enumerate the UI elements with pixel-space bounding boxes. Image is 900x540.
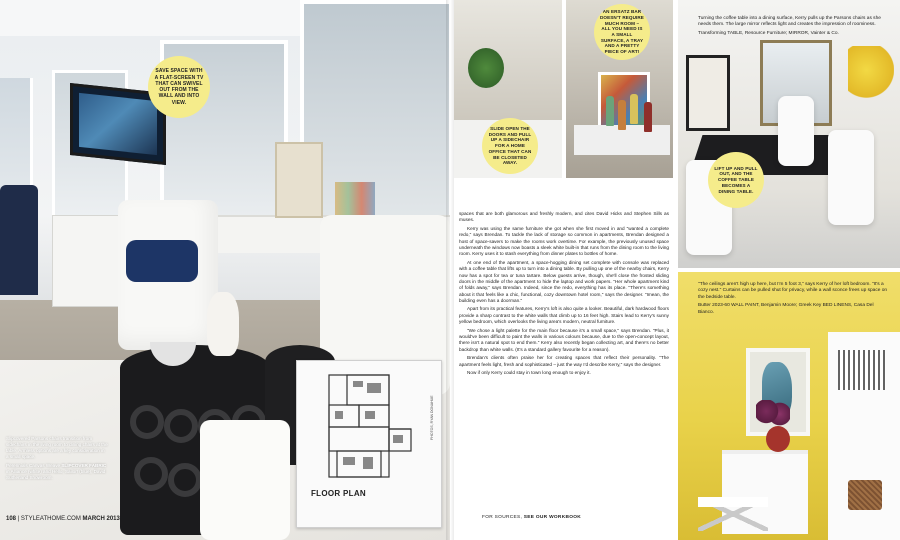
dining-caption [698,16,893,39]
bottle [606,96,614,126]
paragraph: "We chose a light palette for the main floor because it's a small space," says Brendan. "Plus, it would've been difficult to paint the walls in various colours because, due to the open-concept layout, there isn't a natural spot to end them." Kerry also recently began collecting art, and there's no better backdrop than white walls. (It's a standard gallery favourite for a reason). [459,327,669,352]
caption-text: Slipcovered Parsons chairs transition from sidechairs in the living room to dining chairs at the table. Armless options are a key consideration in a small space. [6,436,108,460]
article-body [459,211,669,378]
bottle [644,102,652,132]
parsons-chair [778,96,814,166]
callout-bubble-sidechair [482,118,538,174]
callout-bubble-tv [148,56,210,118]
paragraph: Now if only Kerry could stay in town long enough to enjoy it. [467,369,591,375]
sources-pre: FOR SOURCES, [482,515,524,520]
credit-bold: SLIPCOVER FABRIC [61,463,107,469]
photo-credit: PHOTOS, RYAN DONAHUE [430,395,434,440]
magazine-name: STYLEATHOME.COM [20,516,81,522]
sources-line [482,515,581,520]
bar-photo [566,0,673,178]
caption-credit: Butter 2023-60 WALL PAINT, Benjamin Moore; Greek Key BED LINENS, Casa Del Bianco. [698,303,874,315]
framed-art [686,55,730,131]
greek-key-pillow [838,350,886,390]
callout-text: AN ERSATZ BAR DOESN'T REQUIRE MUCH ROOM – ALL YOU NEED IS A SMALL SURFACE, A TRAY AND A PRETTY PIECE OF ART! [600,9,644,55]
tulips [756,400,790,428]
x-bench [698,497,768,531]
bar-bottles [335,182,375,216]
callout-text: LIFT UP AND PULL OUT, AND THE COFFEE TABLE BECOMES A DINING TABLE. [714,165,758,194]
media-cabinet [52,215,122,307]
bottle [630,94,638,124]
flowers [848,46,894,106]
navy-pillow [126,240,198,282]
paragraph: Apart from its practical features, Kerry's loft is also quite a looker. Beautiful, dark hardwood floors provide a sharp contrast to the white walls that climb up to 16 feet high. Stairs lead to Kerry's sunny yellow bedroom, which overlooks the living area's modern, neutral furniture. [459,306,669,325]
caption-text: Turning the coffee table into a dining surface, Kerry pulls up the Parsons chairs as she needs them. The large mirror reflects light and creates the impression of roominess. [698,16,881,28]
sources-link: SEE OUR WORKBOOK [523,515,582,520]
dining-photo [678,0,900,268]
right-page [454,0,900,540]
plant-icon [468,48,504,88]
page-number: 108 [6,516,17,522]
caption-credit [6,463,108,481]
paragraph: Brendan's clients often praise her for creating spaces that reflect their personality. "The apartment feels light, fresh and sophisticated – just the way I'd describe Kerry," says the designer. [459,355,669,367]
issue-date: MARCH 2013 [82,516,120,522]
floor-plan-title: FLOOR PLAN [311,489,366,498]
paragraph: Kerry was using the same furniture she got when she first moved in and "wanted a complete redo," says Brendan. To tackle the lack of storage so common in apartments, Brendan designed a host of space-savers to make the rooms work overtime. For example, the previously unused space underneath the windows now boasts a sleek white built-in that runs from the dining room to the living room. Kerry uses it to stash everything from dinner plates to bottles of home. [459,225,669,257]
wicker-basket [848,480,882,510]
red-vase [766,426,790,452]
callout-text: SLIDE OPEN THE DOORS AND PULL UP A SIDECHAIR FOR A HOME OFFICE THAT CAN BE CLOSETED AWAY. [488,125,532,166]
framed-art [275,142,323,218]
sculpture-figure [207,292,239,356]
gutter [446,0,454,540]
floor-plan-card [296,360,442,528]
paragraph: spaces that are both glamorous and freshly modern, and cites David Hicks and Stephen Sills as muses. [459,211,669,223]
caption-text: "The ceilings aren't high up here, but I'm 5 foot 3," says Kerry of her loft bedroom. "It's a cozy nest." Curtains can be pulled shut for privacy, while a wall sconce frees up space on the bedside table. [698,282,888,300]
bedroom-photo [678,272,900,540]
navy-chair [0,185,38,295]
callout-text: SAVE SPACE WITH A FLAT-SCREEN TV THAT CAN SWIVEL OUT FROM THE WALL AND INTO VIEW. [154,68,204,106]
paragraph: At one end of the apartment, a space-hogging dining set complete with console was replaced with a coffee table that lifts up to turn into a dining table. By pulling up one of the nearby chairs, Kerry now has a spot for tea or tuna tartare. Below guests arrive, though, she'll close the frosted sliding doors in the middle of the apartment to hide the laptop and work papers. "Her whole apartment kind of folds away," says Brendan. Indeed, since the redo, everything has its place. "There's something about it that feels like a chic, functional, cozy downtown hotel room," says the designer. "Imean, the building even has a doorman." [459,259,669,304]
caption-credit: Transforming TABLE, Resource Furniture; MIRROR, Vainter & Co. [698,30,839,36]
office-photo [454,0,562,178]
bottle [618,100,626,130]
callout-bubble-bar [594,4,650,60]
credit-post: in Alliance (white) and Hello, Sailor! (blue), David Sutherland Showroom. [6,469,106,481]
parsons-chair [828,130,874,225]
credit-pre: Perennials Canvas Weave [6,463,62,469]
white-ottoman [200,420,290,540]
bedroom-caption [698,282,888,318]
folio-separator: | [17,516,20,522]
callout-bubble-coffee-table [708,152,764,208]
folio [6,516,120,522]
left-caption [6,436,108,484]
